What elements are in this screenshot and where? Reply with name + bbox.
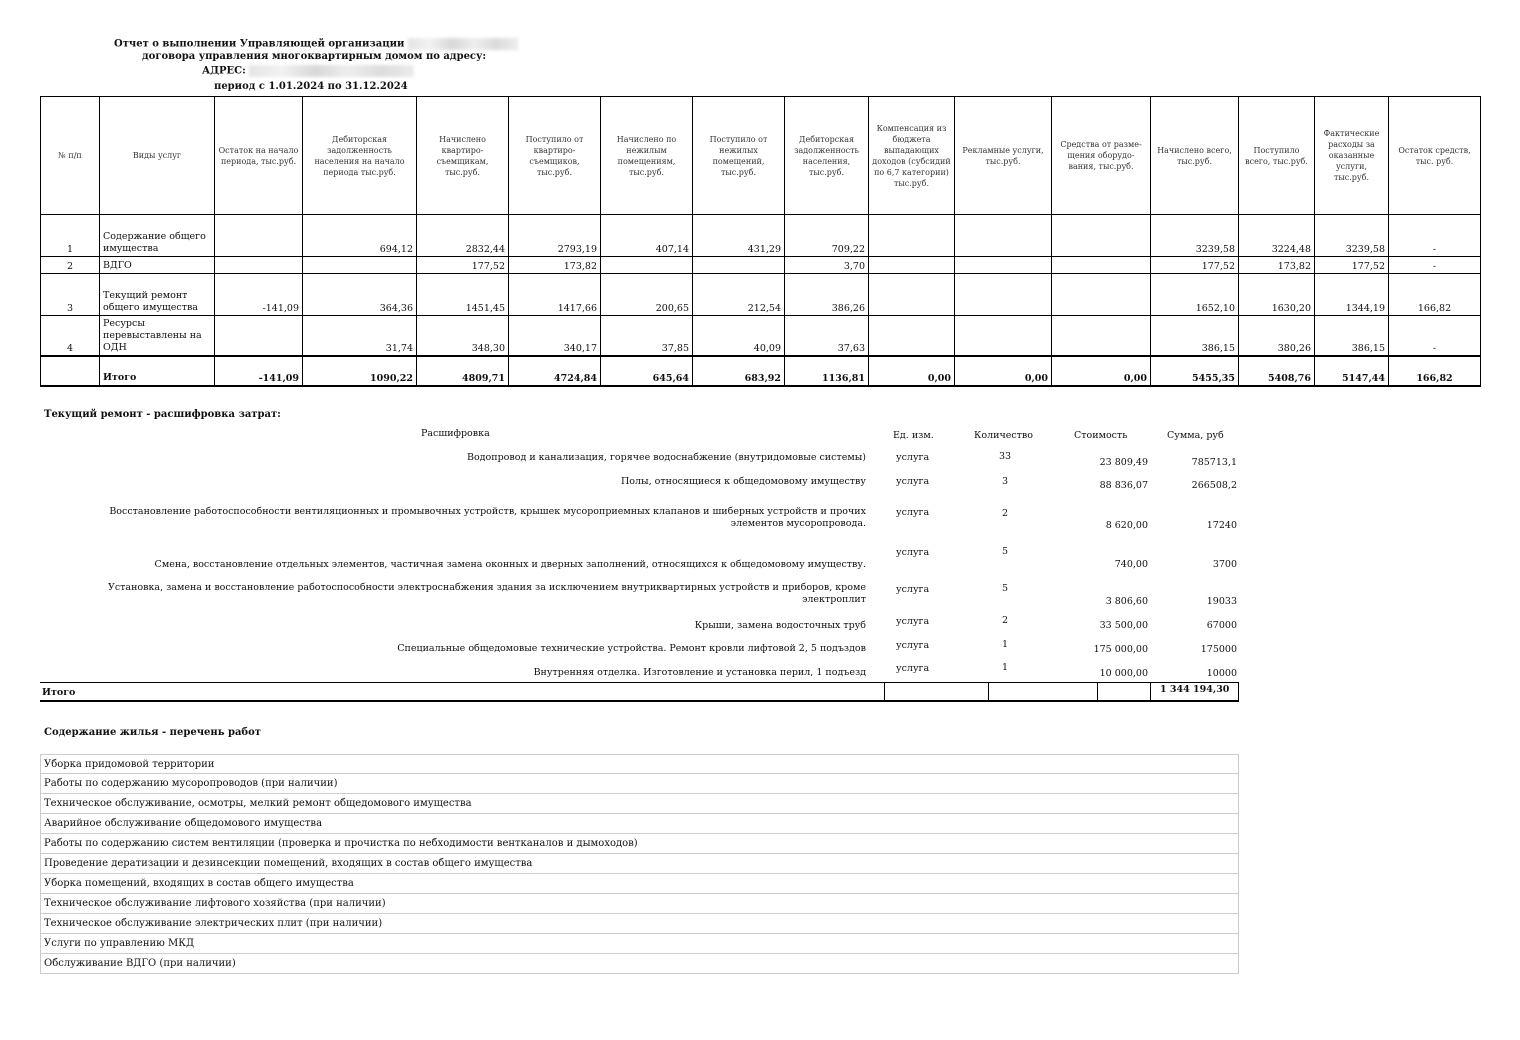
repair-section-title: Текущий ремонт - расшифровка затрат: — [44, 409, 281, 420]
repair-item-sum: 17240 — [1206, 520, 1237, 531]
service-name: Итого — [100, 356, 215, 386]
repair-item-unit: услуга — [896, 584, 930, 595]
value-cell: 1344,19 — [1315, 274, 1389, 316]
value-cell: 173,82 — [509, 257, 601, 274]
repair-item-cost: 8 620,00 — [1105, 520, 1148, 531]
report-title-line1: Отчет о выполнении Управляющей организации — [114, 38, 518, 51]
value-cell: 364,36 — [303, 274, 417, 316]
value-cell: 37,63 — [785, 316, 869, 356]
value-cell: 407,14 — [601, 215, 693, 257]
value-cell: 340,17 — [509, 316, 601, 356]
repair-item-unit: услуга — [896, 663, 930, 674]
redacted-address — [249, 65, 414, 77]
value-cell: 166,82 — [1389, 274, 1481, 316]
value-cell — [955, 274, 1052, 316]
value-cell: 386,26 — [785, 274, 869, 316]
repair-total-label: Итого — [42, 687, 76, 698]
col-header: № п/п — [41, 97, 100, 215]
value-cell: -141,09 — [215, 356, 303, 386]
repair-item-cost: 175 000,00 — [1093, 644, 1148, 655]
repair-item-desc: Внутренняя отделка. Изготовление и установка перил, 1 подъезд — [533, 667, 866, 678]
table-row — [41, 257, 1481, 274]
value-cell: 177,52 — [417, 257, 509, 274]
col-header: Начислено всего, тыс.руб. — [1151, 97, 1239, 215]
value-cell: 212,54 — [693, 274, 785, 316]
repair-item-unit: услуга — [896, 616, 930, 627]
table-row — [41, 274, 1481, 316]
repair-col-desc: Расшифровка — [421, 428, 490, 439]
value-cell: 3239,58 — [1315, 215, 1389, 257]
value-cell: 709,22 — [785, 215, 869, 257]
value-cell: - — [1389, 215, 1481, 257]
value-cell — [869, 316, 955, 356]
divider — [1238, 683, 1239, 700]
redacted-org-name — [408, 38, 518, 50]
repair-item-unit: услуга — [896, 452, 930, 463]
works-section-title: Содержание жилья - перечень работ — [44, 727, 261, 738]
value-cell — [869, 257, 955, 274]
col-header: Рекламные услуги, тыс.руб. — [955, 97, 1052, 215]
value-cell: 5408,76 — [1239, 356, 1315, 386]
col-header: Дебиторская задолженность населения, тыс.руб. — [785, 97, 869, 215]
repair-item-cost: 88 836,07 — [1099, 480, 1148, 491]
repair-item-unit: услуга — [896, 640, 930, 651]
value-cell: 40,09 — [693, 316, 785, 356]
repair-item-qty: 5 — [1001, 546, 1009, 557]
row-number: 2 — [41, 257, 100, 274]
value-cell: 1652,10 — [1151, 274, 1239, 316]
repair-item-cost: 23 809,49 — [1099, 457, 1148, 468]
service-name: Содержание общего имущества — [100, 215, 215, 257]
col-header: Начислено квартиро-съемщикам, тыс.руб. — [417, 97, 509, 215]
value-cell: 177,52 — [1151, 257, 1239, 274]
value-cell: 1417,66 — [509, 274, 601, 316]
value-cell: 4809,71 — [417, 356, 509, 386]
value-cell: 31,74 — [303, 316, 417, 356]
list-item: Обслуживание ВДГО (при наличии) — [40, 954, 1239, 974]
services-report-table — [40, 96, 1481, 387]
col-header: Остаток на начало периода, тыс.руб. — [215, 97, 303, 215]
works-list — [40, 754, 1239, 974]
repair-item-qty: 2 — [1001, 508, 1009, 519]
value-cell: 173,82 — [1239, 257, 1315, 274]
list-item: Аварийное обслуживание общедомового имущества — [40, 814, 1239, 834]
repair-item-desc: Крыши, замена водосточных труб — [694, 620, 866, 631]
repair-item-cost: 3 806,60 — [1105, 596, 1148, 607]
value-cell: -141,09 — [215, 274, 303, 316]
repair-col-sum: Сумма, руб — [1167, 430, 1224, 441]
repair-item-qty: 5 — [1001, 583, 1009, 594]
value-cell: 348,30 — [417, 316, 509, 356]
repair-total-row — [40, 682, 1239, 702]
value-cell: 0,00 — [955, 356, 1052, 386]
repair-item-sum: 19033 — [1206, 596, 1237, 607]
table-row — [41, 316, 1481, 356]
value-cell: 645,64 — [601, 356, 693, 386]
table-row — [41, 215, 1481, 257]
value-cell — [1052, 215, 1151, 257]
value-cell — [303, 257, 417, 274]
value-cell: 166,82 — [1389, 356, 1481, 386]
repair-item-qty: 1 — [1001, 662, 1009, 673]
repair-item-desc: Восстановление работоспособности вентиляционных и промывочных устройств, крышек мусороприемных клапанов и шиберных устройств и прочих элементов мусоропровода. — [109, 506, 866, 529]
col-header: Компенсация из бюджета выпадающих доходов (субсидий по 6,7 категории) тыс.руб. — [869, 97, 955, 215]
value-cell: 3224,48 — [1239, 215, 1315, 257]
value-cell — [955, 215, 1052, 257]
value-cell: 0,00 — [1052, 356, 1151, 386]
value-cell: 3,70 — [785, 257, 869, 274]
value-cell — [215, 257, 303, 274]
repair-item-qty: 2 — [1001, 615, 1009, 626]
list-item: Услуги по управлению МКД — [40, 934, 1239, 954]
value-cell: 1090,22 — [303, 356, 417, 386]
value-cell — [1052, 257, 1151, 274]
value-cell — [869, 274, 955, 316]
value-cell: 380,26 — [1239, 316, 1315, 356]
value-cell — [955, 257, 1052, 274]
divider — [988, 683, 989, 700]
value-cell — [215, 316, 303, 356]
repair-item-sum: 175000 — [1200, 644, 1237, 655]
value-cell: 200,65 — [601, 274, 693, 316]
report-title-line2: договора управления многоквартирным домом по адресу: — [142, 51, 487, 62]
service-name: Текущий ремонт общего имущества — [100, 274, 215, 316]
list-item: Техническое обслуживание, осмотры, мелкий ремонт общедомового имущества — [40, 794, 1239, 814]
value-cell — [955, 316, 1052, 356]
row-number: 3 — [41, 274, 100, 316]
repair-item-unit: услуга — [896, 476, 930, 487]
row-number: 1 — [41, 215, 100, 257]
value-cell — [1052, 316, 1151, 356]
value-cell: 386,15 — [1315, 316, 1389, 356]
repair-total-value: 1 344 194,30 — [1160, 684, 1230, 695]
value-cell: - — [1389, 257, 1481, 274]
value-cell: 4724,84 — [509, 356, 601, 386]
col-header: Начислено по нежилым помещениям, тыс.руб. — [601, 97, 693, 215]
value-cell — [1052, 274, 1151, 316]
col-header: Средства от разме-щения оборудо-вания, тыс.руб. — [1052, 97, 1151, 215]
repair-item-sum: 3700 — [1212, 559, 1237, 570]
col-header: Остаток средств, тыс. руб. — [1389, 97, 1481, 215]
col-header: Поступило всего, тыс.руб. — [1239, 97, 1315, 215]
col-header: Дебиторская задолженность населения на начало периода тыс.руб. — [303, 97, 417, 215]
repair-item-cost: 740,00 — [1114, 559, 1148, 570]
repair-item-desc: Водопровод и канализация, горячее водоснабжение (внутридомовые системы) — [466, 452, 866, 463]
value-cell: 5147,44 — [1315, 356, 1389, 386]
row-number: 4 — [41, 316, 100, 356]
divider — [1097, 683, 1098, 700]
repair-item-sum: 10000 — [1206, 668, 1237, 679]
table-total-row — [41, 356, 1481, 386]
divider — [884, 683, 885, 700]
value-cell — [693, 257, 785, 274]
col-header: Поступило от квартиро-съемщиков, тыс.руб. — [509, 97, 601, 215]
value-cell: 37,85 — [601, 316, 693, 356]
value-cell: 177,52 — [1315, 257, 1389, 274]
list-item: Техническое обслуживание электрических плит (при наличии) — [40, 914, 1239, 934]
repair-item-qty: 1 — [1001, 639, 1009, 650]
list-item: Техническое обслуживание лифтового хозяйства (при наличии) — [40, 894, 1239, 914]
value-cell — [601, 257, 693, 274]
value-cell: 2832,44 — [417, 215, 509, 257]
col-header: Виды услуг — [100, 97, 215, 215]
value-cell: 1136,81 — [785, 356, 869, 386]
repair-col-qty: Количество — [974, 430, 1033, 441]
repair-col-unit: Ед. изм. — [893, 430, 934, 441]
repair-item-desc: Установка, замена и восстановление работоспособности электроснабжения здания за исключением внутриквартирных устройств и приборов, кроме электроплит — [107, 582, 866, 605]
repair-item-sum: 67000 — [1206, 620, 1237, 631]
col-header: Поступило от нежилых помещений, тыс.руб. — [693, 97, 785, 215]
value-cell: 3239,58 — [1151, 215, 1239, 257]
repair-item-cost: 33 500,00 — [1099, 620, 1148, 631]
repair-item-desc: Полы, относящиеся к общедомовому имуществу — [621, 476, 866, 487]
repair-item-sum: 266508,2 — [1191, 480, 1237, 491]
value-cell: 1451,45 — [417, 274, 509, 316]
value-cell — [869, 215, 955, 257]
value-cell: 431,29 — [693, 215, 785, 257]
list-item: Проведение дератизации и дезинсекции помещений, входящих в состав общего имущества — [40, 854, 1239, 874]
list-item: Работы по содержанию мусоропроводов (при наличии) — [40, 774, 1239, 794]
table-header-row — [41, 97, 1481, 215]
repair-item-qty: 3 — [1001, 476, 1009, 487]
value-cell: 2793,19 — [509, 215, 601, 257]
col-header: Фактические расходы за оказанные услуги, тыс.руб. — [1315, 97, 1389, 215]
repair-item-desc: Специальные общедомовые технические устройства. Ремонт кровли лифтовой 2, 5 подъздов — [397, 643, 866, 654]
value-cell: 683,92 — [693, 356, 785, 386]
value-cell: 5455,35 — [1151, 356, 1239, 386]
report-period: период с 1.01.2024 по 31.12.2024 — [214, 81, 408, 92]
row-number — [41, 356, 100, 386]
value-cell: - — [1389, 316, 1481, 356]
repair-item-cost: 10 000,00 — [1099, 668, 1148, 679]
value-cell: 386,15 — [1151, 316, 1239, 356]
value-cell: 694,12 — [303, 215, 417, 257]
repair-col-cost: Стоимость — [1074, 430, 1128, 441]
list-item: Уборка придомовой территории — [40, 754, 1239, 774]
value-cell — [215, 215, 303, 257]
service-name: Ресурсы перевыставлены на ОДН — [100, 316, 215, 356]
value-cell: 0,00 — [869, 356, 955, 386]
divider — [1150, 683, 1151, 700]
repair-item-sum: 785713,1 — [1191, 457, 1237, 468]
service-name: ВДГО — [100, 257, 215, 274]
repair-item-unit: услуга — [896, 547, 930, 558]
value-cell: 1630,20 — [1239, 274, 1315, 316]
repair-item-unit: услуга — [896, 507, 930, 518]
repair-item-desc: Смена, восстановление отдельных элементов, частичная замена оконных и дверных заполнений, относящихся к общедомовому имуществу. — [154, 559, 866, 570]
list-item: Работы по содержанию систем вентиляции (проверка и прочистка по небходимости вентканалов и дымоходов) — [40, 834, 1239, 854]
repair-item-qty: 33 — [998, 451, 1012, 462]
address-line: АДРЕС: — [202, 65, 414, 78]
list-item: Уборка помещений, входящих в состав общего имущества — [40, 874, 1239, 894]
